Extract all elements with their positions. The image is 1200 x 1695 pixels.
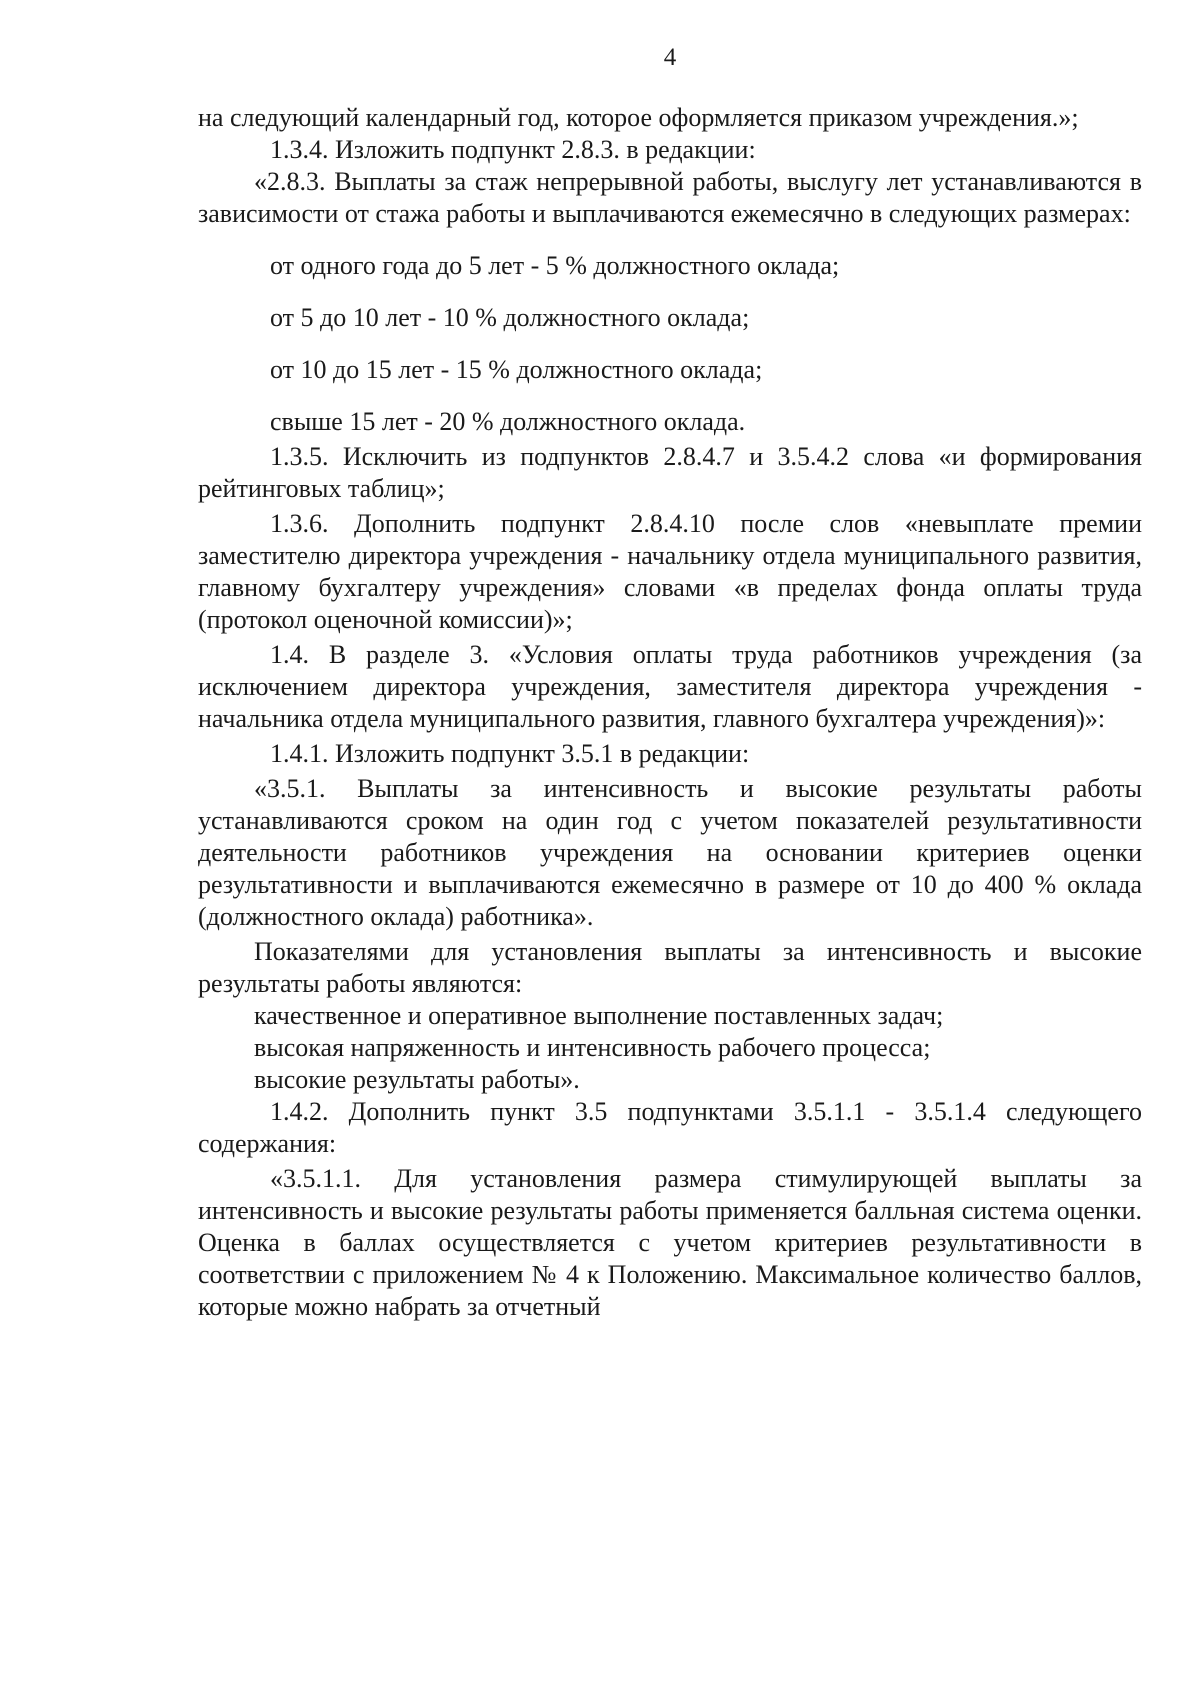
paragraph-3-5-1-1: «3.5.1.1. Для установления размера стимулирующей выплаты за интенсивность и высокие результаты работы применяется балльная система оценки. Оценка в баллах осуществляется с учетом критериев результативности в соответствии с приложением № 4 к Положению. Максимальное количество баллов, которые можно набрать за отчетный xyxy=(198,1164,1142,1321)
page-number: 4 xyxy=(663,44,677,71)
paragraph-3-5-1: «3.5.1. Выплаты за интенсивность и высокие результаты работы устанавливаются сроком на один год с учетом показателей результативности деятельности работников учреждения на основании критериев оценки результативности и выплачиваются ежемесячно в размере от 10 до 400 % оклада (должностного оклада) работника». xyxy=(198,774,1142,931)
paragraph-1-4: 1.4. В разделе 3. «Условия оплаты труда работников учреждения (за исключением директора учреждения, заместителя директора учреждения - начальника отдела муниципального развития, главного бухгалтера учреждения)»: xyxy=(198,640,1142,733)
paragraph-indicators: Показателями для установления выплаты за интенсивность и высокие результаты работы являются: xyxy=(198,937,1142,998)
paragraph-1-3-4: 1.3.4. Изложить подпункт 2.8.3. в редакции: xyxy=(270,135,756,164)
indicator-item: высокая напряженность и интенсивность рабочего процесса; xyxy=(254,1033,931,1062)
paragraph-2-8-3: «2.8.3. Выплаты за стаж непрерывной работы, выслугу лет устанавливаются в зависимости от стажа работы и выплачиваются ежемесячно в следующих размерах: xyxy=(198,167,1142,228)
document-body xyxy=(198,102,1142,1323)
seniority-item: от 5 до 10 лет - 10 % должностного оклада; xyxy=(270,303,750,332)
seniority-item: от 10 до 15 лет - 15 % должностного оклада; xyxy=(270,355,763,384)
paragraph-1-3-5: 1.3.5. Исключить из подпунктов 2.8.4.7 и 3.5.4.2 слова «и формирования рейтинговых таблиц»; xyxy=(198,442,1142,503)
indicator-item: качественное и оперативное выполнение поставленных задач; xyxy=(254,1001,944,1030)
seniority-item: свыше 15 лет - 20 % должностного оклада. xyxy=(270,407,746,436)
seniority-item: от одного года до 5 лет - 5 % должностного оклада; xyxy=(270,251,840,280)
indicator-item: высокие результаты работы». xyxy=(254,1065,580,1094)
paragraph-1-4-2: 1.4.2. Дополнить пункт 3.5 подпунктами 3.5.1.1 - 3.5.1.4 следующего содержания: xyxy=(198,1097,1142,1158)
indicator-list xyxy=(198,1000,1142,1096)
paragraph-1-3-6: 1.3.6. Дополнить подпункт 2.8.4.10 после слов «невыплате премии заместителю директора учреждения - начальнику отдела муниципального развития, главному бухгалтеру учреждения» словами «в пределах фонда оплаты труда (протокол оценочной комиссии)»; xyxy=(198,509,1142,634)
paragraph-continuation: на следующий календарный год, которое оформляется приказом учреждения.»; xyxy=(198,103,1079,132)
paragraph-1-4-1: 1.4.1. Изложить подпункт 3.5.1 в редакции: xyxy=(270,739,750,768)
